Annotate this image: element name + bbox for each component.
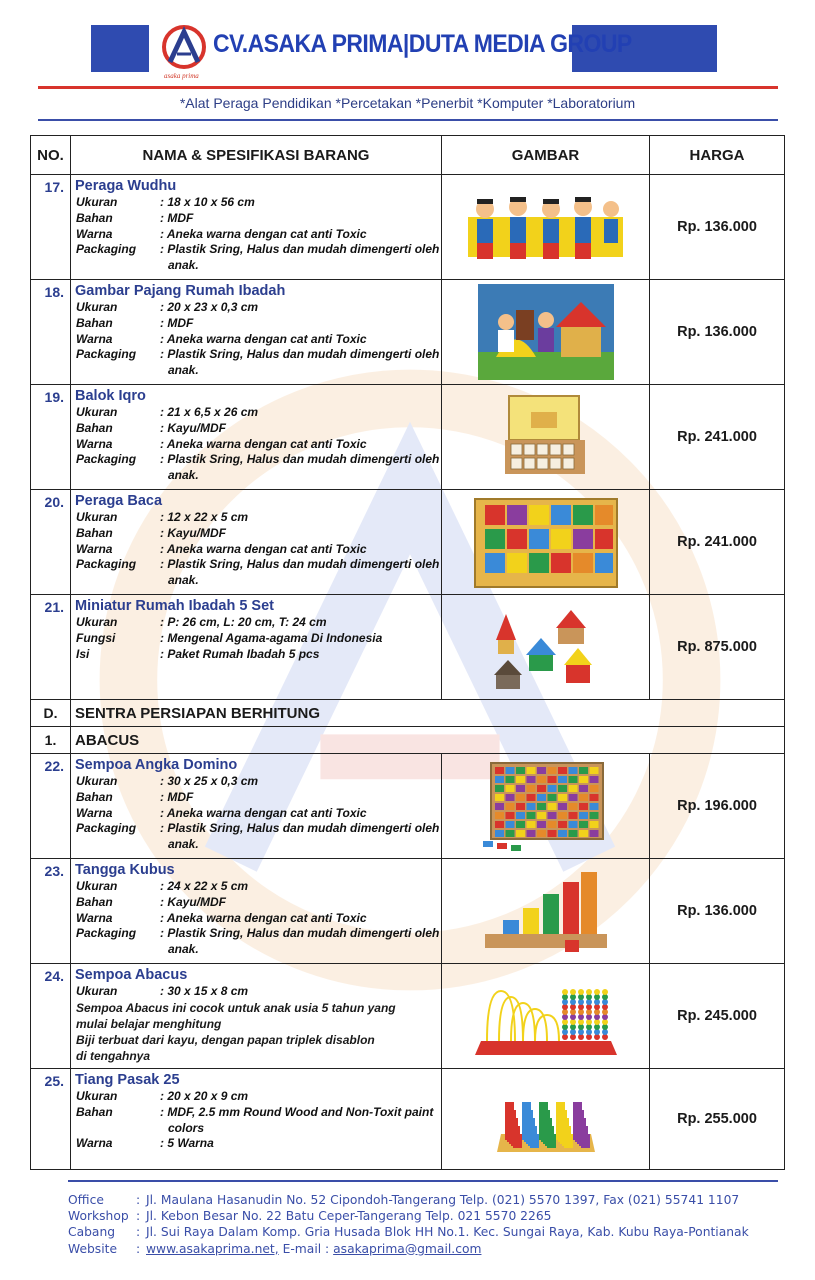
spec-value: : Paket Rumah Ibadah 5 pcs [160, 646, 320, 661]
spec-value: : Plastik Sring, Halus dan mudah dimengerti oleh anak. [160, 347, 440, 378]
spec-value: : Aneka warna dengan cat anti Toxic [160, 541, 367, 556]
item-image-cell [442, 1069, 650, 1170]
item-detail [71, 964, 442, 1069]
table-row [31, 964, 785, 1069]
item-price: Rp. 245.000 [650, 964, 785, 1069]
item-name: Tangga Kubus [75, 862, 175, 878]
website-link[interactable]: www.asakaprima.net, [146, 1241, 279, 1256]
spec-value: : Plastik Sring, Halus dan mudah dimengerti oleh anak. [160, 452, 440, 483]
spec-key: Packaging [76, 452, 137, 467]
header-no: NO. [31, 136, 71, 175]
spec-value: : Plastik Sring, Halus dan mudah dimengerti oleh anak. [160, 242, 440, 273]
spec-value: : MDF [160, 315, 194, 330]
spec-value: : 12 x 22 x 5 cm [160, 510, 249, 524]
item-price: Rp. 255.000 [650, 1069, 785, 1170]
logo-caption: asaka prima [164, 72, 199, 80]
footer-label: Cabang [68, 1225, 116, 1240]
spec-value: : 5 Warna [160, 1136, 214, 1151]
spec-value: : 30 x 15 x 8 cm [160, 984, 249, 998]
description-line: di tengahnya [76, 1048, 151, 1063]
item-no: 24. [31, 964, 71, 1069]
subsection-no: 1. [31, 727, 71, 754]
tagline: *Alat Peraga Pendidikan *Percetakan *Penerbit *Komputer *Laboratorium [179, 95, 636, 111]
item-price: Rp. 875.000 [650, 595, 785, 700]
spec-key: Warna [76, 1136, 113, 1151]
spec-value: : 18 x 10 x 56 cm [160, 195, 255, 209]
footer: Office : Jl. Maulana Hasanudin No. 52 Cipondoh-Tangerang Telp. (021) 5570 1397, Fax (021) 55741 1107 Workshop : Jl. Kebon Besar No. 22 Batu Ceper-Tangerang Telp. 021 5570 2265 Cabang : Jl. Sui Raya Dalam Komp. Gria Husada Blok HH No.1. Kec. Sungai Raya, Kab. Kubu Raya-Pontianak Website : www.asakaprima.net, E-mail : asakaprima@gmail.com [68, 1193, 749, 1256]
item-image-cell [442, 280, 650, 385]
spec-value: : Plastik Sring, Halus dan mudah dimengerti oleh anak. [160, 821, 440, 852]
item-price: Rp. 241.000 [650, 385, 785, 490]
item-detail [71, 490, 442, 595]
spec-key: Packaging [76, 926, 137, 941]
spec-value: : MDF [160, 789, 194, 804]
item-detail [71, 385, 442, 490]
spec-value: : Kayu/MDF [160, 525, 226, 540]
item-image-cell [442, 754, 650, 859]
spec-value: : Plastik Sring, Halus dan mudah dimengerti oleh anak. [160, 557, 440, 588]
spec-value: : Kayu/MDF [160, 894, 226, 909]
item-name: Balok Iqro [75, 388, 146, 404]
sempoa-abacus-image [471, 971, 621, 1061]
subsection-row [31, 727, 785, 754]
spec-value: : Aneka warna dengan cat anti Toxic [160, 436, 367, 451]
spec-key: Bahan [76, 894, 113, 909]
header-image: GAMBAR [442, 136, 650, 175]
header-name: NAMA & SPESIFIKASI BARANG [71, 136, 442, 175]
spec-value: : Kayu/MDF [160, 420, 226, 435]
item-no: 21. [31, 595, 71, 700]
item-price: Rp. 196.000 [650, 754, 785, 859]
footer-label: Workshop [68, 1209, 129, 1224]
spec-key: Packaging [76, 242, 137, 257]
spec-key: Bahan [76, 525, 113, 540]
asaka-logo-icon [158, 24, 210, 70]
brand-name: CV.ASAKA PRIMA|DUTA MEDIA GROUP [213, 30, 632, 58]
footer-label: Office [68, 1193, 104, 1207]
workshop-address: Jl. Kebon Besar No. 22 Batu Ceper-Tangerang Telp. 021 5570 2265 [146, 1209, 552, 1224]
table-row [31, 859, 785, 964]
item-detail [71, 280, 442, 385]
item-name: Gambar Pajang Rumah Ibadah [75, 283, 286, 299]
footer-divider [68, 1180, 778, 1182]
spec-value: : Aneka warna dengan cat anti Toxic [160, 331, 367, 346]
item-image-cell [442, 385, 650, 490]
spec-value: : 20 x 20 x 9 cm [160, 1089, 249, 1103]
table-row [31, 385, 785, 490]
item-detail [71, 1069, 442, 1170]
item-image-cell [442, 595, 650, 700]
header-left-bar [91, 25, 149, 72]
spec-key: Bahan [76, 420, 113, 435]
header-price: HARGA [650, 136, 785, 175]
spec-key: Warna [76, 910, 113, 925]
section-label: SENTRA PERSIAPAN BERHITUNG [71, 700, 785, 727]
item-no: 18. [31, 280, 71, 385]
spec-key: Ukuran [76, 510, 118, 524]
spec-value: : 20 x 23 x 0,3 cm [160, 300, 259, 314]
section-no: D. [31, 700, 71, 727]
spec-key: Ukuran [76, 879, 118, 893]
spec-value: : Aneka warna dengan cat anti Toxic [160, 805, 367, 820]
spec-key: Warna [76, 436, 113, 451]
spec-key: Ukuran [76, 1089, 118, 1103]
spec-key: Warna [76, 541, 113, 556]
item-image-cell [442, 859, 650, 964]
spec-key: Ukuran [76, 984, 118, 998]
item-no: 22. [31, 754, 71, 859]
spec-key: Bahan [76, 789, 113, 804]
spec-key: Ukuran [76, 774, 118, 788]
table-row [31, 490, 785, 595]
spec-value: : MDF [160, 210, 194, 225]
spec-key: Packaging [76, 347, 137, 362]
spec-value: : P: 26 cm, L: 20 cm, T: 24 cm [160, 615, 327, 629]
spec-key: Ukuran [76, 300, 118, 314]
spec-value: : Plastik Sring, Halus dan mudah dimengerti oleh anak. [160, 926, 440, 957]
table-row [31, 595, 785, 700]
item-price: Rp. 136.000 [650, 175, 785, 280]
item-name: Tiang Pasak 25 [75, 1072, 180, 1088]
spec-key: Ukuran [76, 405, 118, 419]
table-header-row [31, 136, 785, 175]
table-row [31, 1069, 785, 1170]
table-row [31, 754, 785, 859]
balok-iqro-image [501, 392, 591, 482]
description-line: mulai belajar menghitung [76, 1016, 222, 1031]
tiang-pasak-image [491, 1074, 601, 1164]
product-table [30, 135, 785, 1170]
spec-key: Ukuran [76, 615, 118, 629]
miniatur-rumah-ibadah-image [486, 600, 606, 695]
spec-key: Warna [76, 331, 113, 346]
spec-key: Fungsi [76, 630, 116, 645]
spec-key: Warna [76, 805, 113, 820]
spec-key: Packaging [76, 821, 137, 836]
peraga-baca-image [471, 495, 621, 590]
sempoa-domino-image [481, 759, 611, 854]
tangga-kubus-image [481, 864, 611, 959]
item-image-cell [442, 175, 650, 280]
item-image-cell [442, 964, 650, 1069]
email-label: E-mail : [282, 1241, 330, 1256]
item-price: Rp. 136.000 [650, 859, 785, 964]
item-no: 20. [31, 490, 71, 595]
spec-key: Packaging [76, 557, 137, 572]
item-price: Rp. 136.000 [650, 280, 785, 385]
spec-value: : Aneka warna dengan cat anti Toxic [160, 226, 367, 241]
spec-key: Isi [76, 646, 90, 661]
header-blue-divider [38, 119, 778, 121]
description-line: Biji terbuat dari kayu, dengan papan triplek disablon [76, 1032, 375, 1047]
spec-key: Bahan [76, 210, 113, 225]
spec-key: Bahan [76, 1104, 113, 1119]
description-line: Sempoa Abacus ini cocok untuk anak usia 5 tahun yang [76, 1000, 396, 1015]
item-detail [71, 754, 442, 859]
branch-address: Jl. Sui Raya Dalam Komp. Gria Husada Blok HH No.1. Kec. Sungai Raya, Kab. Kubu Raya-Pontianak [146, 1225, 749, 1240]
header-red-divider [38, 86, 778, 89]
spec-key: Warna [76, 226, 113, 241]
peraga-wudhu-image [463, 187, 628, 267]
office-address: Jl. Maulana Hasanudin No. 52 Cipondoh-Tangerang Telp. (021) 5570 1397, Fax (021) 55741 1107 [146, 1193, 740, 1207]
spec-key: Ukuran [76, 195, 118, 209]
item-price: Rp. 241.000 [650, 490, 785, 595]
spec-value: : Mengenal Agama-agama Di Indonesia [160, 630, 383, 645]
spec-value: : MDF, 2.5 mm Round Wood and Non-Toxit paint colors [160, 1104, 434, 1135]
item-name: Miniatur Rumah Ibadah 5 Set [75, 598, 274, 614]
item-no: 17. [31, 175, 71, 280]
email-link[interactable]: asakaprima@gmail.com [333, 1241, 482, 1256]
rumah-ibadah-image [476, 282, 616, 382]
footer-label: Website [68, 1241, 118, 1256]
spec-value: : 24 x 22 x 5 cm [160, 879, 249, 893]
item-name: Sempoa Angka Domino [75, 757, 238, 773]
table-row [31, 175, 785, 280]
item-no: 25. [31, 1069, 71, 1170]
subsection-label: ABACUS [71, 727, 785, 754]
section-row [31, 700, 785, 727]
spec-key: Bahan [76, 315, 113, 330]
spec-value: : 30 x 25 x 0,3 cm [160, 774, 259, 788]
item-name: Peraga Wudhu [75, 178, 177, 194]
table-row [31, 280, 785, 385]
item-no: 19. [31, 385, 71, 490]
item-name: Peraga Baca [75, 493, 163, 509]
item-image-cell [442, 490, 650, 595]
item-detail [71, 595, 442, 700]
spec-value: : 21 x 6,5 x 26 cm [160, 405, 259, 419]
item-detail [71, 859, 442, 964]
item-no: 23. [31, 859, 71, 964]
item-detail [71, 175, 442, 280]
item-name: Sempoa Abacus [75, 967, 188, 983]
spec-value: : Aneka warna dengan cat anti Toxic [160, 910, 367, 925]
